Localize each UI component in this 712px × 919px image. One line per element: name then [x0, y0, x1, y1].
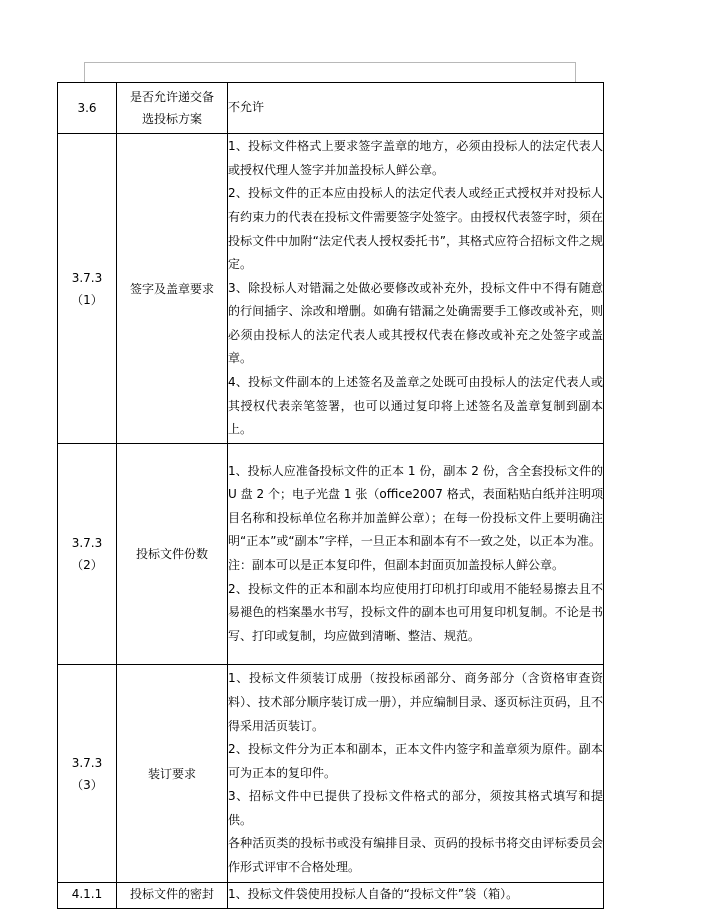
clause-number: 3.7.3 （2）: [58, 444, 117, 665]
clause-number: 3.7.3 （3）: [58, 665, 117, 883]
clause-number: 4.1.1: [58, 883, 117, 909]
table-row: [58, 444, 604, 665]
clause-content: 1、投标文件袋使用投标人自备的“投标文件”袋（箱）。: [228, 883, 604, 909]
clause-content: 1、投标文件须装订成册（按投标函部分、商务部分（含资格审查资料）、技术部分顺序装订成一册），并应编制目录、逐页标注页码，且不得采用活页装订。 2、投标文件分为正本和副本，正本文件内签字和盖章须为原件。副本可为正本的复印件。 3、招标文件中已提供了投标文件格式的部分，须按其格式填写和提供。 各种活页类的投标书或没有编排目录、页码的投标书将交由评标委员会作形式评审不合格处理。: [228, 665, 604, 883]
clause-title: 是否允许递交备 选投标方案: [117, 83, 228, 134]
clause-number: 3.7.3 （1）: [58, 134, 117, 444]
clause-title: 装订要求: [117, 665, 228, 883]
table-row: [58, 134, 604, 444]
table-row: [58, 665, 604, 883]
clause-number: 3.6: [58, 83, 117, 134]
clause-title: 投标文件的密封: [117, 883, 228, 909]
page-header-frame: [84, 62, 576, 82]
table-row: [58, 83, 604, 134]
clause-title: 签字及盖章要求: [117, 134, 228, 444]
bid-data-table: [57, 82, 604, 909]
clause-title: 投标文件份数: [117, 444, 228, 665]
table-row: [58, 883, 604, 909]
clause-content: 不允许: [228, 83, 604, 134]
clause-content: 1、投标人应准备投标文件的正本 1 份，副本 2 份，含全套投标文件的U 盘 2 个；电子光盘 1 张（office2007 格式，表面粘贴白纸并注明项目名称和投标单位名称并加盖鲜公章）；在每一份投标文件上要明确注明“正本”或“副本”字样，一旦正本和副本有不一致之处，以正本为准。 注：副本可以是正本复印件，但副本封面页加盖投标人鲜公章。 2、投标文件的正本和副本均应使用打印机打印或用不能轻易擦去且不易褪色的档案墨水书写，投标文件的副本也可用复印机复制。不论是书写、打印或复制，均应做到清晰、整洁、规范。: [228, 444, 604, 665]
clause-content: 1、投标文件格式上要求签字盖章的地方，必须由投标人的法定代表人或授权代理人签字并加盖投标人鲜公章。 2、投标文件的正本应由投标人的法定代表人或经正式授权并对投标人有约束力的代表在投标文件需要签字处签字。由授权代表签字时，须在投标文件中加附“法定代表人授权委托书”，其格式应符合招标文件之规定。 3、除投标人对错漏之处做必要修改或补充外，投标文件中不得有随意的行间插字、涂改和增删。如确有错漏之处确需要手工修改或补充，则必须由投标人的法定代表人或其授权代表在修改或补充之处签字或盖章。 4、投标文件副本的上述签名及盖章之处既可由投标人的法定代表人或其授权代表亲笔签署，也可以通过复印将上述签名及盖章复制到副本上。: [228, 134, 604, 444]
